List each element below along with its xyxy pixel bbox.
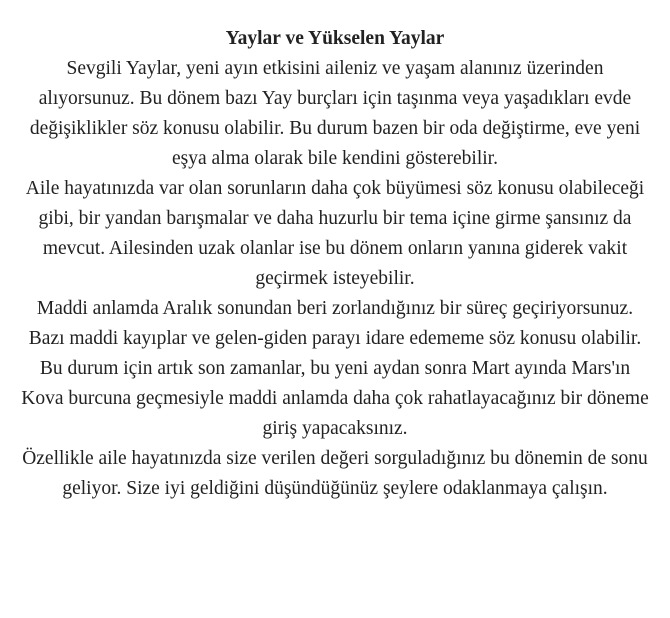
paragraph-1: Sevgili Yaylar, yeni ayın etkisini aileniz ve yaşam alanınız üzerinden alıyorsunuz. Bu dönem bazı Yay burçları için taşınma veya yaşadıkları evde değişiklikler söz konusu olabilir. Bu durum bazen bir oda değiştirme, eve yeni eşya alma olarak bile kendini gösterebilir. — [29, 58, 641, 169]
paragraph-2: Aile hayatınızda var olan sorunların daha çok büyümesi söz konusu olabileceği gibi, bir yandan barışmalar ve daha huzurlu bir tema içine girme şansınız da mevcut. Ailesinden uzak olanlar ise bu dönem onların yanına giderek vakit geçirmek isteyebilir. — [25, 178, 645, 289]
article-title: Yaylar ve Yükselen Yaylar — [225, 28, 445, 49]
paragraph-3: Maddi anlamda Aralık sonundan beri zorlandığınız bir süreç geçiriyorsunuz. Bazı maddi kayıplar ve gelen-giden parayı idare edememe söz konusu olabilir. Bu durum için artık son zamanlar, bu yeni aydan sonra Mart ayında Mars'ın Kova burcuna geçmesiyle maddi anlamda daha çok rahatlayacağınız bir döneme giriş yapacaksınız. — [21, 298, 649, 439]
paragraph-4: Özellikle aile hayatınızda size verilen değeri sorguladığınız bu dönemin de sonu geliyor. Size iyi geldiğini düşündüğünüz şeylere odaklanmaya çalışın. — [22, 448, 648, 499]
